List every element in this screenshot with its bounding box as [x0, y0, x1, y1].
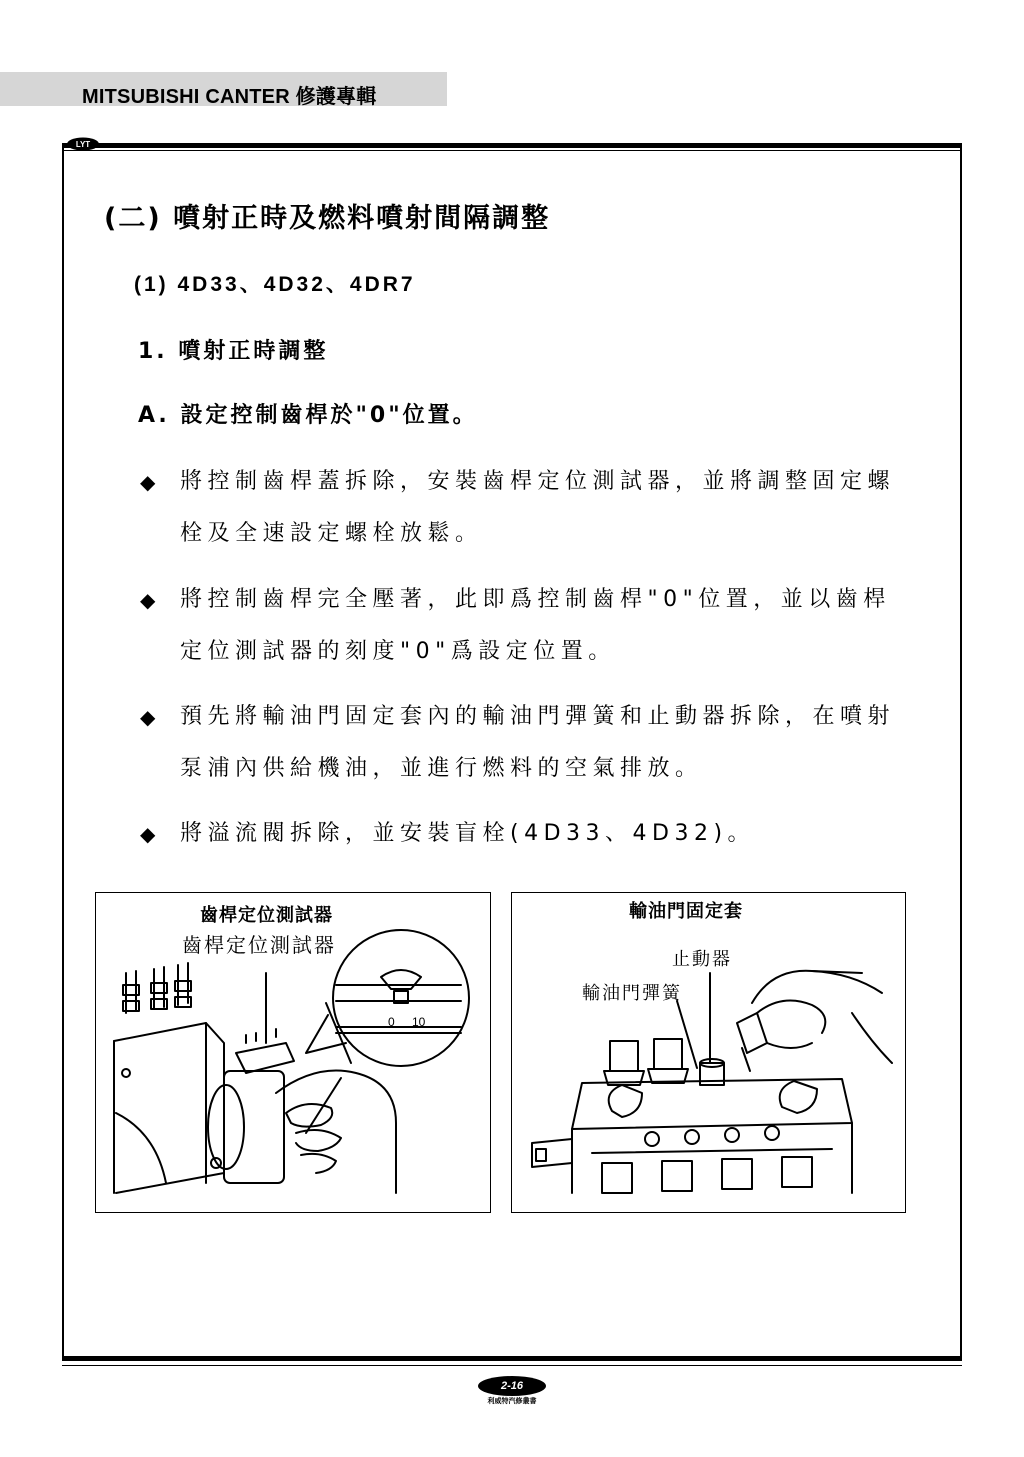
diamond-bullet-icon: ◆ [140, 588, 156, 612]
section-subheading: (1) 4D33、4D32、4DR7 [134, 273, 416, 296]
scale-mark-0: 0 [388, 1015, 395, 1029]
figure-rack-position-tester [95, 892, 491, 1213]
bullet-item [140, 456, 910, 560]
scale-mark-10: 10 [412, 1015, 426, 1029]
diamond-bullet-icon: ◆ [140, 470, 156, 494]
figure-callout-label: 齒桿定位測試器 [182, 933, 336, 957]
pump-valve-illustration [512, 893, 905, 1212]
section-heading: (二) 噴射正時及燃料噴射間隔調整 [104, 203, 551, 234]
callout-stopper: 止動器 [672, 949, 732, 970]
diamond-bullet-icon: ◆ [140, 822, 156, 846]
figure-title: 齒桿定位測試器 [200, 905, 333, 926]
publisher-footer: 利威特汽修叢書 [487, 1397, 537, 1405]
bullet-item [140, 691, 910, 795]
step-heading: 1. 噴射正時調整 [138, 339, 329, 364]
bullet-text: 預先將輸油門固定套內的輸油門彈簧和止動器拆除，在噴射泵浦內供給機油，並進行燃料的空氣排放。 [180, 704, 896, 781]
substep-heading: A. 設定控制齒桿於"0"位置。 [138, 403, 478, 428]
page-number-badge: 2-16 [478, 1376, 546, 1396]
bullet-text: 將溢流閥拆除，並安裝盲栓(4D33、4D32)。 [180, 821, 756, 846]
header-title: MITSUBISHI CANTER 修護專輯 [82, 86, 377, 108]
diamond-bullet-icon: ◆ [140, 705, 156, 729]
publisher-logo [66, 137, 100, 151]
bullet-text: 將控制齒桿完全壓著，此即爲控制齒桿"0"位置，並以齒桿定位測試器的刻度"0"爲設定位置。 [180, 587, 891, 664]
bullet-item [140, 574, 910, 678]
figure-delivery-valve-holder [511, 892, 906, 1213]
logo-text: LYT [75, 140, 91, 149]
callout-delivery-valve-spring: 輸油門彈簧 [582, 983, 682, 1004]
pump-tester-illustration [96, 893, 490, 1212]
frame-top-rule [62, 150, 962, 151]
figure-title: 輸油門固定套 [629, 901, 743, 922]
frame-bottom-rule [62, 1365, 962, 1366]
bullet-item [140, 808, 910, 860]
bullet-text: 將控制齒桿蓋拆除，安裝齒桿定位測試器，並將調整固定螺栓及全速設定螺栓放鬆。 [180, 469, 896, 546]
